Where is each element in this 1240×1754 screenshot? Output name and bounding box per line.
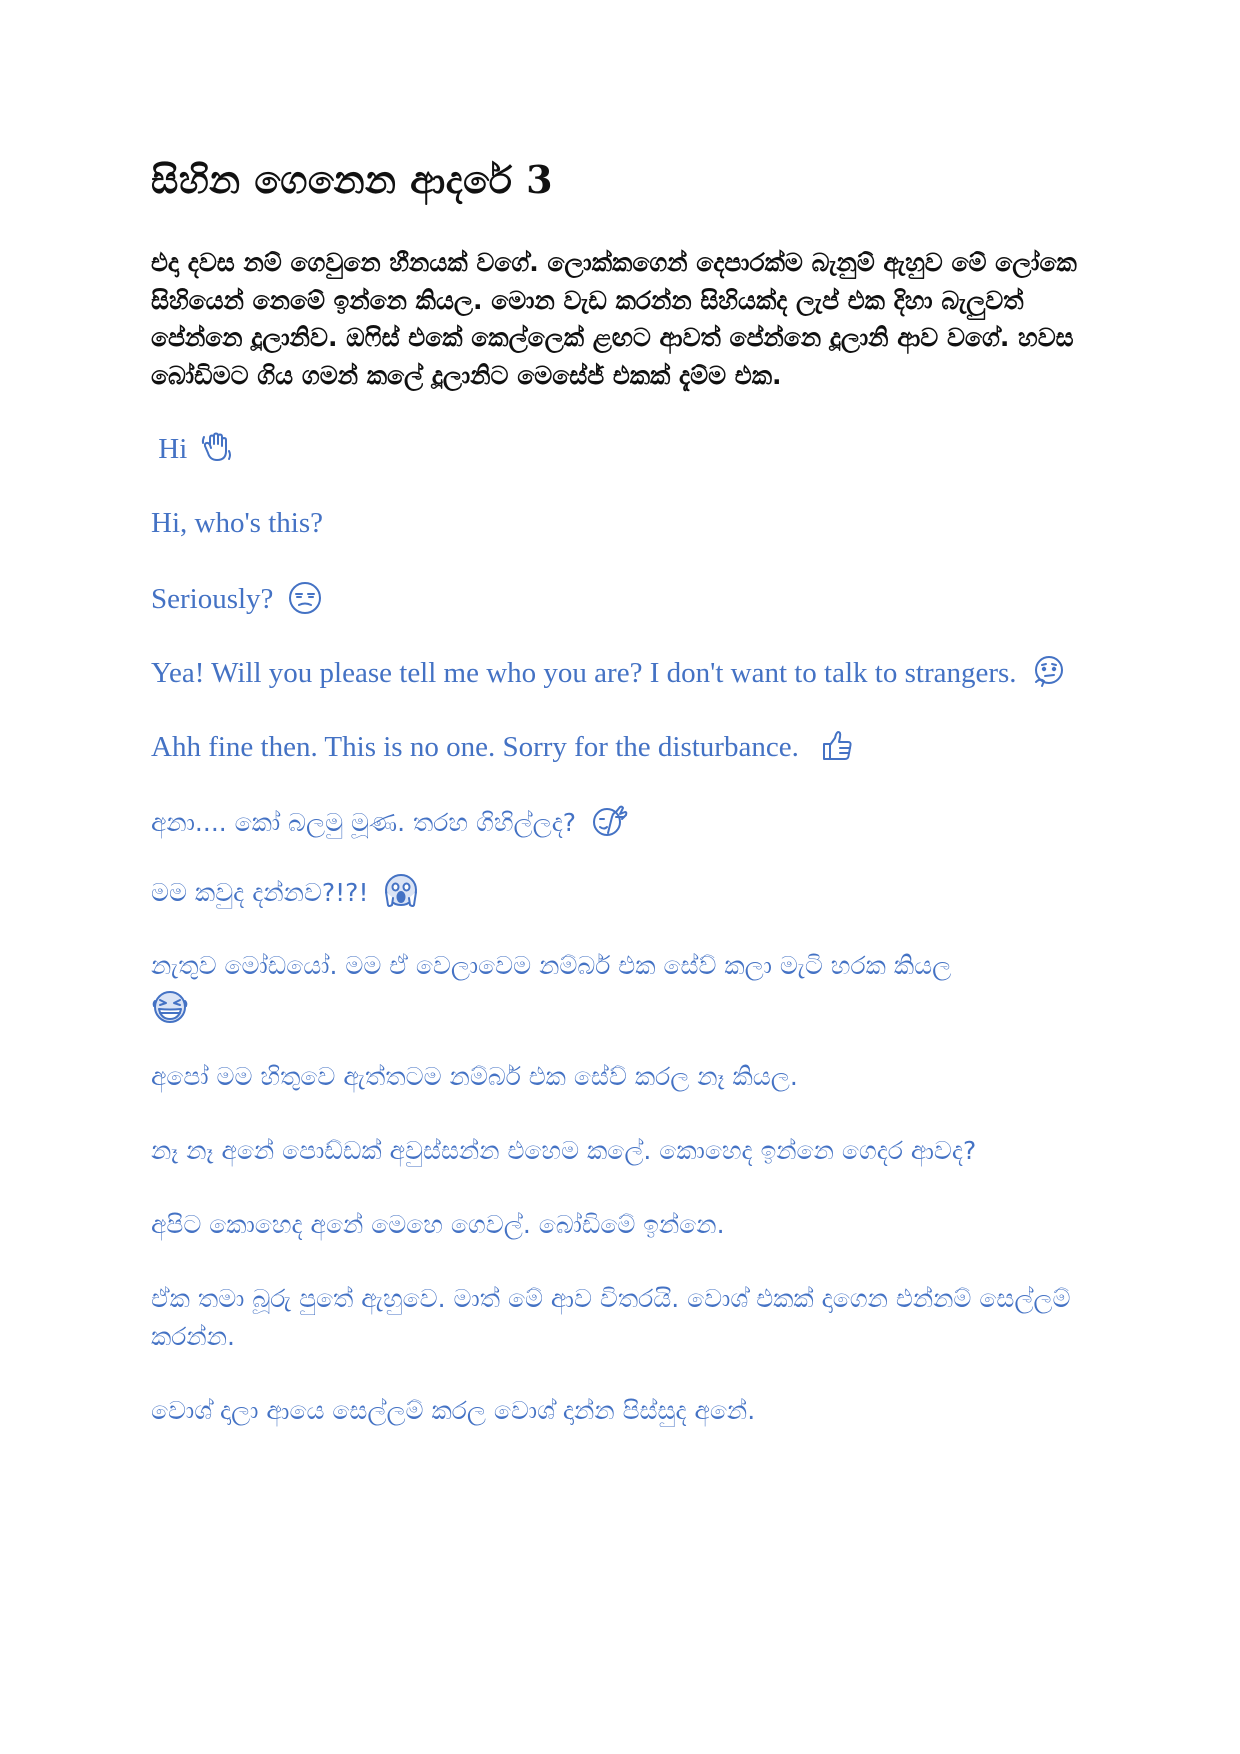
message-text: Hi, who's this?: [151, 507, 323, 539]
waving-hand-icon: [201, 431, 235, 465]
chat-message-7: [151, 874, 1091, 913]
thumbs-up-icon: [820, 729, 854, 763]
message-text: අපෝ මම හිතුවෙ ඇත්තටම නම්බර් එක සේව් කරල නෑ කියල.: [151, 1062, 798, 1091]
message-text: Yea! Will you please tell me who you are? I don't want to talk to strangers.: [151, 657, 1017, 689]
message-text: මම කවුද දන්නව?!?!: [151, 878, 369, 907]
screaming-face-icon: [382, 872, 420, 910]
story-title: සිහින ගෙනෙන ආදරේ 3: [151, 157, 554, 202]
message-text: වොශ් දාලා ආයෙ සෙල්ලම් කරල වොශ් දාන්න පිස්සුද අනේ.: [151, 1396, 756, 1425]
chat-message-2: [151, 502, 1091, 544]
intro-paragraph: එදා දවස නම් ගෙවුනෙ හීනයක් වගේ. ලොක්කගෙන් දෙපාරක්ම බැනුම් ඇහුව මේ ලෝකෙ සිහියෙන් නෙමේ ඉන්නෙ කියල. මොන වැඩ කරන්න සිහියක්ද ලැප් එක දිහා බැලුවත් පේන්නෙ දූලානිව. ඔෆිස් එකේ කෙල්ලෙක් ළඟට ආවත් පේන්නෙ දූලානි ආව වගේ. හවස බෝඩිමට ගිය ගමන් කලේ දූලානිට මෙසේජ් එකක් දැම්ම එක.: [151, 248, 1077, 390]
rolling-laughing-icon: [151, 988, 189, 1026]
chat-message-6: [151, 804, 1091, 842]
message-text: ඒක තමා බූරු පුතේ ඇහුවෙ. මාත් මේ ආව විතරයි. වොශ් එකක් දාගෙන එන්නම් සෙල්ලම් කරන්න.: [151, 1284, 1071, 1351]
document-content: [151, 150, 1091, 1430]
chat-message-12: [151, 1280, 1091, 1356]
chat-message-4: [151, 652, 1091, 694]
chat-message-11: [151, 1206, 1091, 1244]
chat-message-13: [151, 1392, 1091, 1430]
chat-message-10: [151, 1132, 1091, 1170]
chat-message-8: [151, 947, 1091, 1024]
unamused-face-icon: [287, 580, 323, 616]
chat-message-3: [151, 578, 1091, 620]
message-text: Seriously?: [151, 583, 274, 615]
facepalm-icon: [590, 803, 628, 839]
message-text: නැතුව මෝඩයෝ. මම ඒ වෙලාවෙම නම්බර් එක සේව් කලා මැටි හරක කියල: [151, 951, 952, 980]
chat-message-5: [151, 726, 1091, 768]
message-text: Ahh fine then. This is no one. Sorry for the disturbance.: [151, 731, 799, 763]
message-text: අපිට කොහෙද අනේ මෙහෙ ගෙවල්. බෝඩිමේ ඉන්නෙ.: [151, 1210, 725, 1239]
message-text: අනා.... කෝ බලමු මූණ. තරහ ගිහිල්ලද?: [151, 808, 577, 837]
message-text: Hi: [151, 433, 188, 465]
chat-message-9: [151, 1058, 1091, 1096]
thinking-face-icon: [1030, 654, 1066, 690]
chat-message-1: [151, 428, 1091, 470]
message-text: නෑ නෑ අනේ පොඩ්ඩක් අවුස්සන්න එහෙම කලේ. කොහෙද ඉන්නෙ ගෙදර ආවද?: [151, 1136, 977, 1165]
